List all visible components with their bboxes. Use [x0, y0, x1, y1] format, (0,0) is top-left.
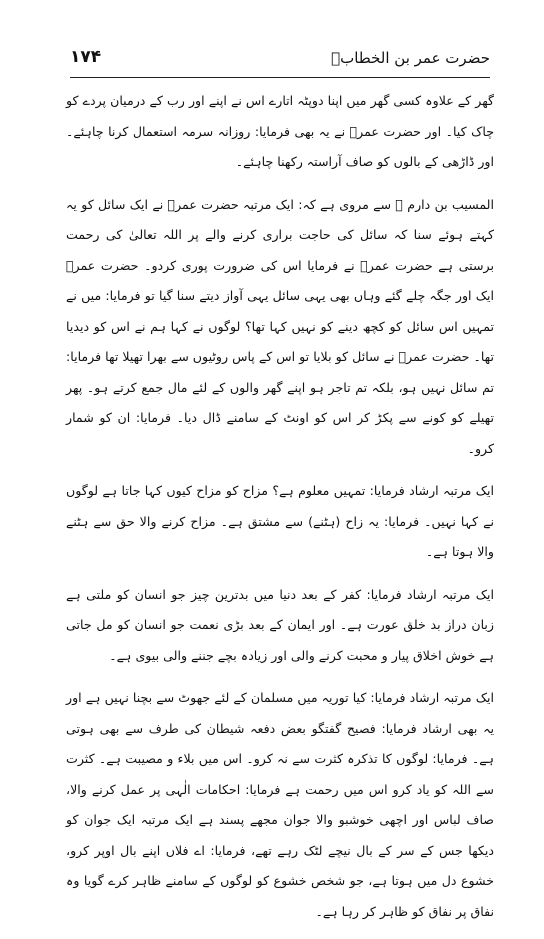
page-body [66, 86, 494, 939]
paragraph-4: ایک مرتبہ ارشاد فرمایا: کفر کے بعد دنیا میں بدترین چیز جو انسان کو ملتی ہے زبان دراز بد خلق عورت ہے۔ اور ایمان کے بعد بڑی نعمت جو انسان کو مل جاتی ہے خوش اخلاق پیار و محبت کرنے والی اور زیادہ بچے جننے والی بیوی ہے۔ [66, 586, 494, 663]
paragraph-1: گھر کے علاوہ کسی گھر میں اپنا دوپٹہ اتارے اس نے اپنے اور رب کے درمیان پردے کو چاک کیا۔ اور حضرت عمرؓ نے یہ بھی فرمایا: روزانہ سرمہ استعمال کرنا چاہئے۔ اور ڈاڑھی کے بالوں کو صاف آراستہ رکھنا چاہئے۔ [66, 93, 494, 169]
page-header [70, 45, 490, 77]
page-number: ۱۷۴ [70, 47, 102, 67]
running-title: حضرت عمر بن الخطابؓ [331, 49, 490, 67]
paragraph-3: ایک مرتبہ ارشاد فرمایا: تمہیں معلوم ہے؟ مزاح کو مزاح کیوں کہا جاتا ہے لوگوں نے کہا نہیں۔ فرمایا: یہ زاح (ہٹنے) سے مشتق ہے۔ مزاح کرنے والا حق سے ہٹنے والا ہوتا ہے۔ [66, 483, 494, 559]
paragraph-5: ایک مرتبہ ارشاد فرمایا: کیا توریہ میں مسلمان کے لئے جھوٹ سے بچنا نہیں ہے اور یہ بھی ارشاد فرمایا: فصیح گفتگو بعض دفعہ شیطان کی طرف سے بھی ہوتی ہے۔ فرمایا: لوگوں کا تذکرہ کثرت سے نہ کرو۔ اس میں بلاء و مصیبت ہے۔ کثرت سے اللہ کو یاد کرو اس میں رحمت ہے فرمایا: احکامات الٰہی پر عمل کرنے والا، صاف لباس اور اچھی خوشبو والا جوان مجھے پسند ہے ایک مرتبہ ایک جوان کو دیکھا جس کے سر کے بال نیچے لٹک رہے تھے، فرمایا: اے فلاں اپنے بال اوپر کرو، خشوع دل میں ہوتا ہے، جو شخص خشوع کو لوگوں کے سامنے ظاہر کرے گویا وہ نفاق پر نفاق کو ظاہر کر رہا ہے۔ [66, 690, 494, 919]
paragraph-2: المسیب بن دارم ؒ سے مروی ہے کہ: ایک مرتبہ حضرت عمرؓ نے ایک سائل کو یہ کہتے ہوئے سنا کہ سائل کی حاجت براری کرنے والے پر اللہ تعالیٰ کی رحمت برستی ہے حضرت عمرؓ نے فرمایا اس کی ضرورت پوری کردو۔ حضرت عمرؓ ایک اور جگہ چلے گئے وہاں بھی یہی سائل یہی آواز دیتے سنا گیا تو فرمایا: میں نے تمہیں اس سائل کو کچھ دینے کو نہیں کہا تھا؟ لوگوں نے کہا ہم نے اس کو دیدیا تھا۔ حضرت عمرؓ نے سائل کو بلایا تو اس کے پاس روٹیوں سے بھرا تھیلا تھا فرمایا: تم سائل نہیں ہو، بلکہ تم تاجر ہو اپنے گھر والوں کے لئے مال جمع کرتے ہو۔ پھر تھیلے کو کونے سے پکڑ کر اس کو اونٹ کے سامنے ڈال دیا۔ فرمایا: ان کو شمار کرو۔ [66, 196, 494, 456]
header-rule [70, 77, 490, 78]
